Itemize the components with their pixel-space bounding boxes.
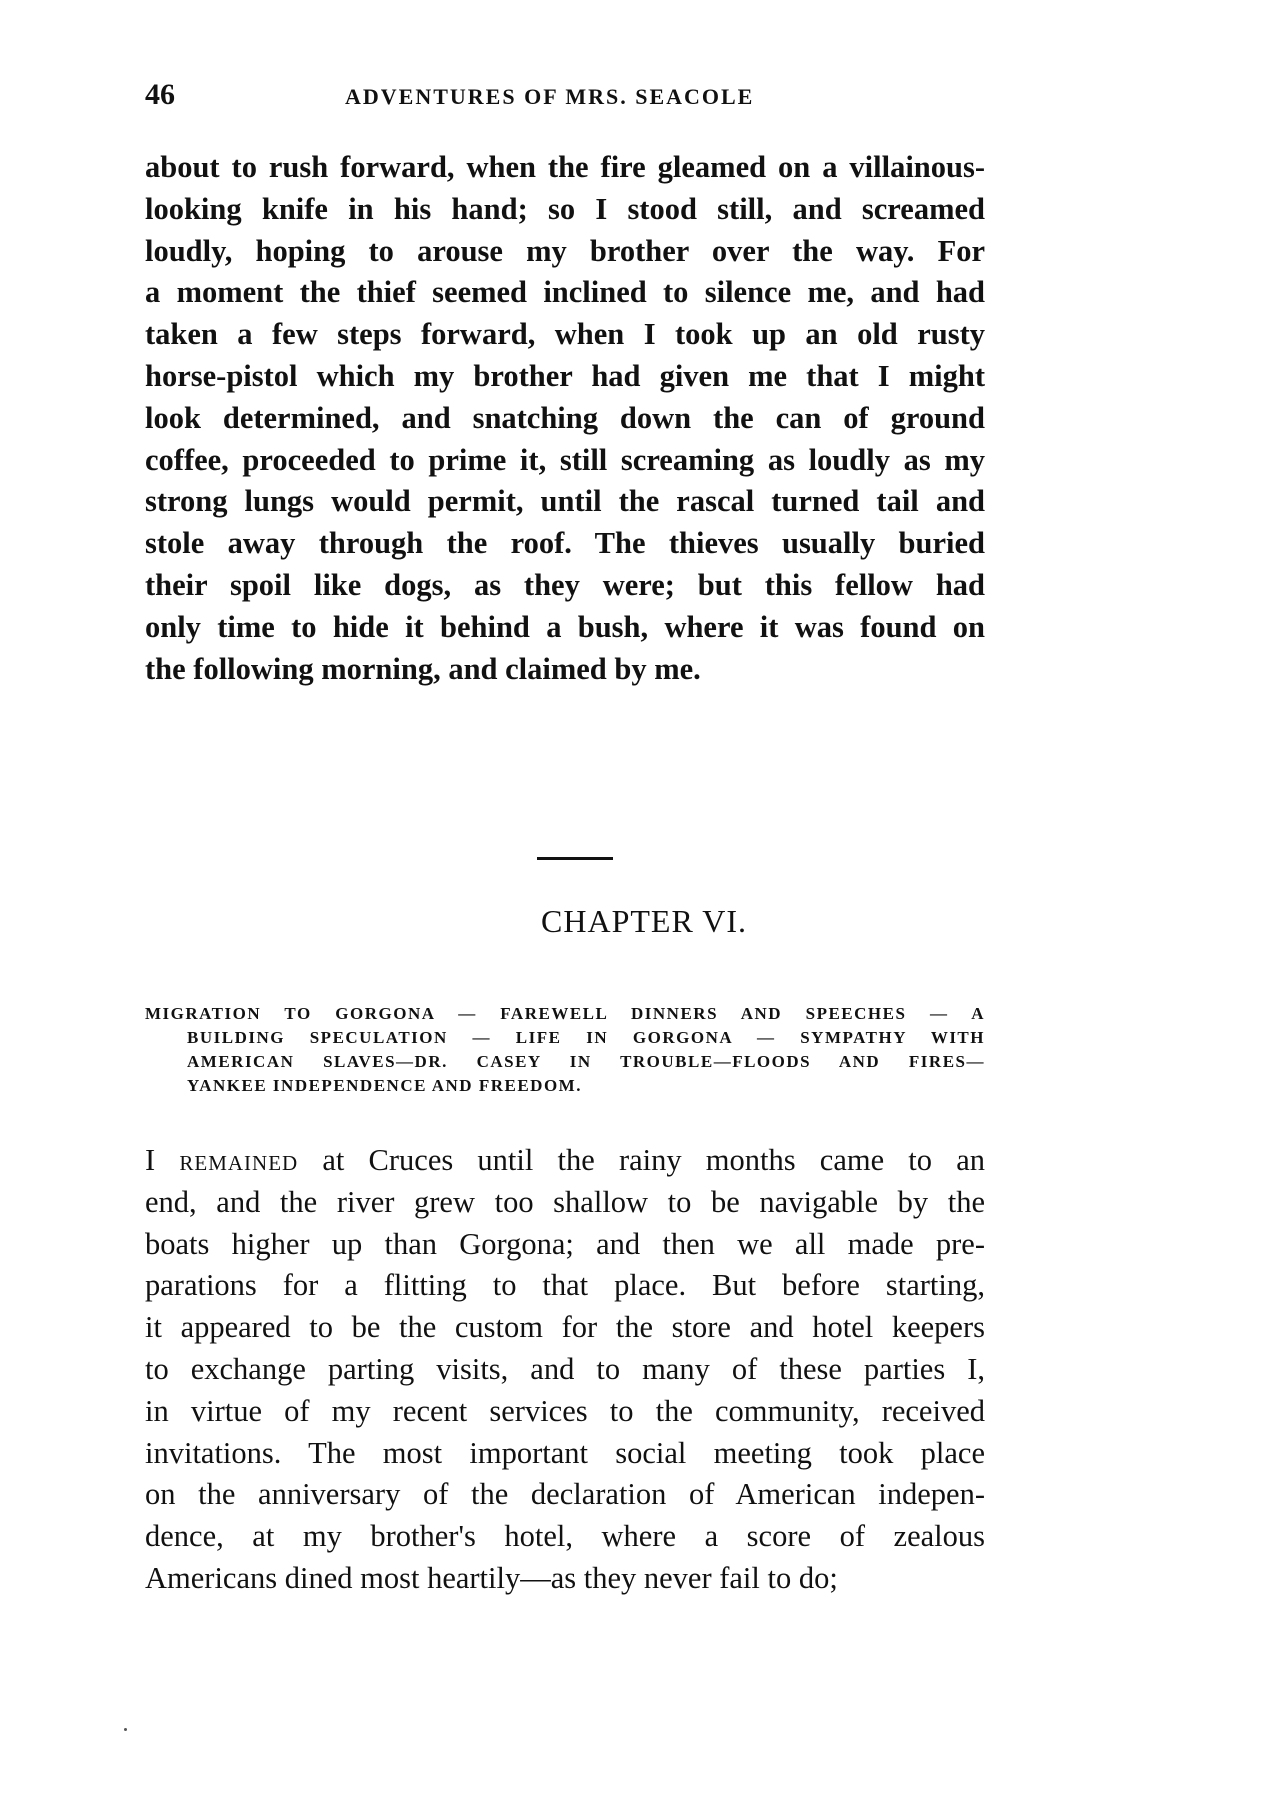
text-line: it appeared to be the custom for the store and hotel keepers [145,1310,985,1345]
opening-word-smallcaps: remained [179,1143,299,1177]
text-line: coffee, proceeded to prime it, still screaming as loudly as my [145,442,985,477]
text-line: horse-pistol which my brother had given me that I might [145,358,985,393]
section-divider-rule [537,857,613,860]
scan-speck [124,1728,127,1731]
text-line: invitations. The most important social meeting took place [145,1435,985,1470]
text-line: dence, at my brother's hotel, where a score of zealous [145,1519,985,1554]
synopsis-line: MIGRATION TO GORGONA — FAREWELL DINNERS AND SPEECHES — A [145,1004,985,1023]
page-number: 46 [145,78,175,111]
text-line: the following morning, and claimed by me. [145,651,701,686]
text-line: stole away through the roof. The thieves usually buried [145,526,985,561]
opening-word-initial: I [145,1143,156,1177]
text-line: taken a few steps forward, when I took up an old rusty [145,317,985,352]
text-line: loudly, hoping to arouse my brother over the way. For [145,233,985,268]
text-line: end, and the river grew too shallow to be navigable by the [145,1184,985,1219]
text-line: parations for a flitting to that place. But before starting, [145,1268,985,1303]
text-line: look determined, and snatching down the can of ground [145,400,985,435]
text-line: a moment the thief seemed inclined to silence me, and had [145,275,985,310]
first-line-rest: at Cruces until the rainy months came to an [298,1143,985,1177]
synopsis-line: YANKEE INDEPENDENCE AND FREEDOM. [187,1076,582,1095]
running-title: ADVENTURES OF MRS. SEACOLE [345,84,755,109]
text-line: to exchange parting visits, and to many of these parties I, [145,1351,985,1386]
running-head [145,78,985,118]
text-line: strong lungs would permit, until the rascal turned tail and [145,484,985,519]
text-line: boats higher up than Gorgona; and then we all made pre- [145,1226,985,1261]
synopsis-line: BUILDING SPECULATION — LIFE IN GORGONA — SYMPATHY WITH [187,1028,985,1047]
text-line: looking knife in his hand; so I stood still, and screamed [145,191,985,226]
text-line: on the anniversary of the declaration of American indepen- [145,1477,985,1512]
chapter-title: CHAPTER VI. [541,903,747,939]
text-line: their spoil like dogs, as they were; but this fellow had [145,567,985,602]
chapter-opening-paragraph [145,1140,985,1600]
text-line: in virtue of my recent services to the community, received [145,1393,985,1428]
chapter-synopsis [145,1002,985,1098]
text-line: only time to hide it behind a bush, where it was found on [145,609,985,644]
text-line: Americans dined most heartily—as they never fail to do; [145,1560,838,1595]
text-line: about to rush forward, when the fire gleamed on a villainous- [145,150,985,184]
text-line-first [145,1140,985,1182]
paragraph-continued [145,147,985,690]
synopsis-line: AMERICAN SLAVES—DR. CASEY IN TROUBLE—FLOODS AND FIRES— [187,1052,985,1071]
